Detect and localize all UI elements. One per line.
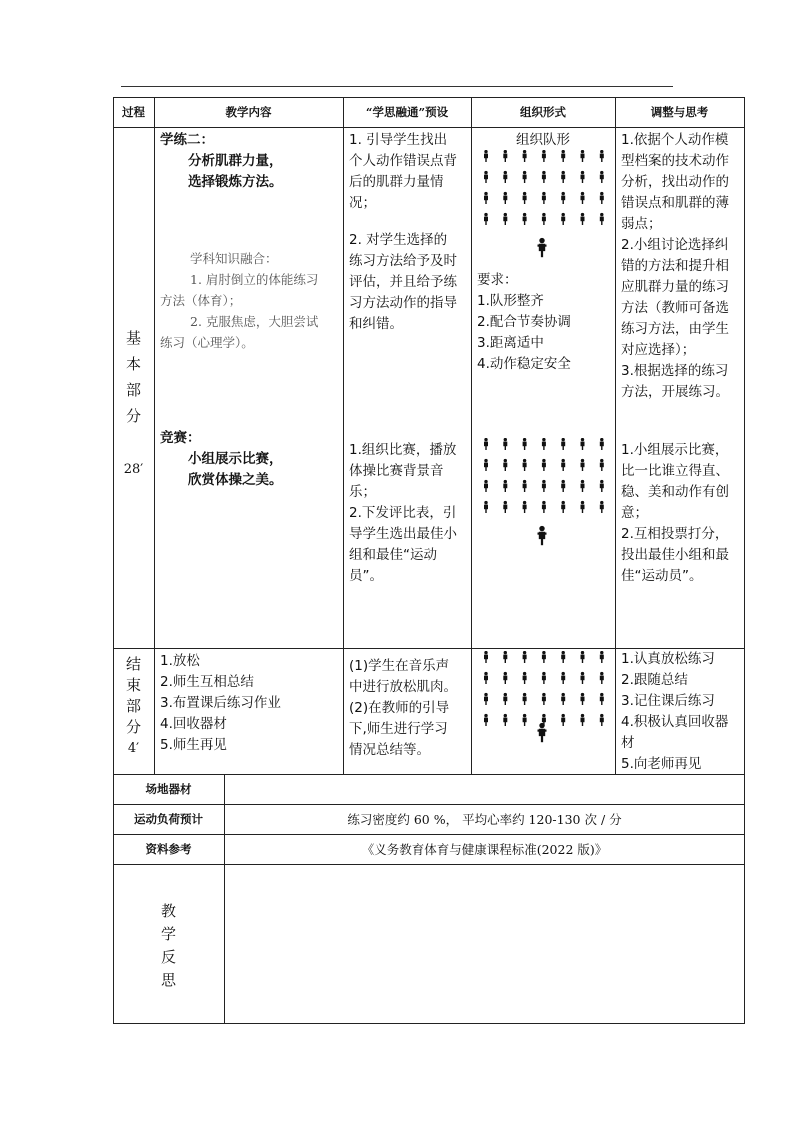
student-figure-icon [523, 213, 527, 225]
student-figure-icon [503, 150, 507, 162]
jingsai-line: 欣赏体操之美。 [188, 472, 283, 488]
adjust-line: 应肌群力量的练习 [621, 279, 729, 295]
ending-content-line: 1.放松 [160, 653, 200, 669]
adjust-line: 弱点； [621, 216, 662, 232]
student-figure-icon [581, 693, 585, 705]
preset-line: 和纠错。 [349, 316, 403, 332]
page-top-rule [121, 86, 673, 87]
student-figure-icon [581, 459, 585, 471]
student-figure-icon [484, 480, 488, 492]
student-figure-icon [484, 714, 488, 726]
student-figure-icon [542, 672, 546, 684]
xuelian-block [160, 130, 340, 193]
requirements-title: 要求： [477, 272, 518, 288]
student-figure-icon [542, 438, 546, 450]
student-figure-icon [503, 480, 507, 492]
teacher-figure-icon [538, 723, 547, 742]
jingsai-title: 竞赛： [160, 430, 201, 446]
adjust-block-2 [621, 440, 743, 587]
ending-preset-line: (1)学生在音乐声 [349, 658, 450, 674]
ending-adjust-line: 2.跟随总结 [621, 672, 688, 688]
adjust-line: 佳“运动员”。 [621, 568, 703, 584]
preset-block-1 [349, 130, 469, 335]
student-figure-icon [523, 651, 527, 663]
student-figure-icon [542, 192, 546, 204]
student-figure-icon [484, 693, 488, 705]
preset-line: 导学生选出最佳小 [349, 526, 457, 542]
student-figure-icon [600, 693, 604, 705]
student-figure-icon [484, 501, 488, 513]
venue-label: 场地器材 [145, 782, 192, 796]
student-figure-icon [581, 192, 585, 204]
ending-content-block [160, 651, 340, 756]
preset-line: 体操比赛背景音 [349, 463, 444, 479]
student-figure-icon [561, 672, 565, 684]
formation-diagram-3 [471, 651, 615, 751]
student-figure-icon [581, 480, 585, 492]
jingsai-block [160, 428, 340, 491]
requirement-item: 3.距离适中 [477, 335, 544, 351]
teacher-figure-icon [538, 238, 547, 257]
adjust-line: 对应选择）； [621, 342, 696, 358]
adjust-line: 练习方法，由学生 [621, 321, 729, 337]
student-figure-icon [561, 192, 565, 204]
student-figure-icon [600, 150, 604, 162]
student-figure-icon [523, 714, 527, 726]
student-figure-icon [581, 672, 585, 684]
student-figure-icon [503, 714, 507, 726]
student-figure-icon [523, 171, 527, 183]
knowledge-line: 1. 肩肘倒立的体能练习 [190, 272, 319, 287]
student-figure-icon [600, 459, 604, 471]
basic-stage-time: 28′ [123, 462, 144, 477]
preset-line: 评估，并且给予练 [349, 274, 457, 290]
student-figure-icon [561, 150, 565, 162]
preset-line: 练习方法给予及时 [349, 253, 457, 269]
student-figure-icon [503, 693, 507, 705]
ending-stage-label: 结 束 部 分 4′ [113, 654, 154, 759]
ending-adjust-line: 1.认真放松练习 [621, 651, 715, 667]
student-figure-icon [484, 651, 488, 663]
student-figure-icon [542, 480, 546, 492]
student-figure-icon [600, 714, 604, 726]
formation-diagram-1 [471, 150, 615, 265]
ending-adjust-line: 4.积极认真回收器 [621, 714, 729, 730]
ending-content-line: 5.师生再见 [160, 737, 227, 753]
student-figure-icon [503, 171, 507, 183]
student-figure-icon [561, 714, 565, 726]
student-figure-icon [484, 438, 488, 450]
ending-preset-line: 情况总结等。 [349, 742, 430, 758]
student-figure-icon [523, 672, 527, 684]
ending-preset-line: 中进行放松肌肉。 [349, 679, 457, 695]
student-figure-icon [503, 672, 507, 684]
knowledge-title: 学科知识融合： [190, 251, 278, 266]
xuelian-line: 分析肌群力量， [188, 153, 283, 169]
ending-preset-block [349, 656, 469, 761]
student-figure-icon [600, 672, 604, 684]
student-figure-icon [542, 150, 546, 162]
adjust-line: 错的方法和提升相 [621, 258, 729, 274]
student-figure-icon [523, 438, 527, 450]
load-label: 运动负荷预计 [134, 812, 203, 826]
preset-line: 个人动作错误点背 [349, 153, 457, 169]
ending-content-line: 3.布置课后练习作业 [160, 695, 281, 711]
preset-line: 2. 对学生选择的 [349, 232, 448, 248]
student-figure-icon [484, 459, 488, 471]
student-figure-icon [523, 501, 527, 513]
header-preset: “学思融通”预设 [365, 105, 449, 119]
jingsai-line: 小组展示比赛， [188, 451, 283, 467]
student-figure-icon [561, 651, 565, 663]
student-figure-icon [523, 150, 527, 162]
adjust-line: 方法，开展练习。 [621, 384, 729, 400]
adjust-line: 方法（教师可备选 [621, 300, 729, 316]
student-figure-icon [581, 171, 585, 183]
student-figure-icon [503, 501, 507, 513]
ending-content-line: 4.回收器材 [160, 716, 227, 732]
adjust-line: 型档案的技术动作 [621, 153, 729, 169]
ending-adjust-line: 5.向老师再见 [621, 756, 702, 772]
student-figure-icon [484, 192, 488, 204]
adjust-line: 2.小组讨论选择纠 [621, 237, 729, 253]
student-figure-icon [503, 651, 507, 663]
student-figure-icon [523, 693, 527, 705]
student-figure-icon [600, 192, 604, 204]
adjust-line: 意； [621, 505, 648, 521]
student-figure-icon [581, 501, 585, 513]
student-figure-icon [484, 150, 488, 162]
student-figure-icon [581, 651, 585, 663]
preset-spacer [349, 214, 469, 230]
student-figure-icon [503, 192, 507, 204]
student-figure-icon [600, 213, 604, 225]
student-figure-icon [561, 171, 565, 183]
student-figure-icon [600, 501, 604, 513]
header-process: 过程 [122, 105, 145, 119]
preset-line: 后的肌群力量情 [349, 174, 444, 190]
knowledge-line: 练习（心理学）。 [160, 335, 254, 350]
preset-line: 习方法动作的指导 [349, 295, 457, 311]
student-figure-icon [561, 693, 565, 705]
teacher-figure-icon [538, 526, 547, 545]
student-figure-icon [523, 192, 527, 204]
preset-line: 况； [349, 195, 376, 211]
student-figure-icon [581, 213, 585, 225]
ending-adjust-line: 3.记住课后练习 [621, 693, 715, 709]
adjust-line: 比一比谁立得直、 [621, 463, 729, 479]
formation-diagram-2 [471, 438, 615, 553]
preset-line: 组和最佳“运动 [349, 547, 437, 563]
student-figure-icon [542, 651, 546, 663]
adjust-block-1 [621, 130, 743, 403]
ending-adjust-line: 材 [621, 735, 635, 751]
student-figure-icon [561, 501, 565, 513]
student-figure-icon [561, 459, 565, 471]
adjust-line: 稳、美和动作有创 [621, 484, 729, 500]
student-figure-icon [523, 480, 527, 492]
student-figure-icon [484, 672, 488, 684]
student-figure-icon [581, 714, 585, 726]
student-figure-icon [600, 171, 604, 183]
student-figure-icon [542, 693, 546, 705]
student-figure-icon [561, 480, 565, 492]
preset-line: 1.组织比赛，播放 [349, 442, 457, 458]
student-figure-icon [561, 438, 565, 450]
header-content: 教学内容 [225, 105, 272, 119]
ending-preset-line: 下,师生进行学习 [349, 721, 448, 737]
student-figure-icon [503, 459, 507, 471]
student-figure-icon [542, 459, 546, 471]
header-organization: 组织形式 [520, 105, 566, 119]
preset-block-2 [349, 440, 469, 587]
student-figure-icon [503, 213, 507, 225]
preset-line: 1. 引导学生找出 [349, 132, 448, 148]
knowledge-block [160, 248, 340, 353]
student-figure-icon [484, 213, 488, 225]
org-title: 组织队形 [516, 132, 570, 148]
reference-value: 《义务教育体育与健康课程标准(2022 版)》 [361, 842, 608, 857]
xuelian-line: 选择锻炼方法。 [188, 174, 283, 190]
ending-preset-line: (2)在教师的引导 [349, 700, 450, 716]
adjust-line: 投出最佳小组和最 [621, 547, 729, 563]
student-figure-icon [542, 171, 546, 183]
adjust-line: 3.根据选择的练习 [621, 363, 729, 379]
student-figure-icon [581, 150, 585, 162]
ending-content-line: 2.师生互相总结 [160, 674, 254, 690]
student-figure-icon [503, 438, 507, 450]
reflection-area[interactable] [225, 865, 744, 1023]
requirement-item: 1.队形整齐 [477, 293, 544, 309]
requirement-item: 4.动作稳定安全 [477, 356, 571, 372]
student-figure-icon [600, 651, 604, 663]
preset-line: 2.下发评比表，引 [349, 505, 457, 521]
load-value: 练习密度约 60 %， 平均心率约 120-130 次 / 分 [347, 812, 622, 827]
ending-stage-time: 4′ [127, 741, 140, 756]
student-figure-icon [523, 459, 527, 471]
requirement-item: 2.配合节奏协调 [477, 314, 571, 330]
adjust-line: 1.依据个人动作模 [621, 132, 729, 148]
student-figure-icon [484, 171, 488, 183]
adjust-line: 错误点和肌群的薄 [621, 195, 729, 211]
reference-label: 资料参考 [145, 842, 192, 856]
ending-adjust-block [621, 649, 743, 775]
adjust-line: 分析，找出动作的 [621, 174, 729, 190]
knowledge-line: 方法（体育）； [160, 293, 242, 308]
student-figure-icon [542, 213, 546, 225]
adjust-line: 2.互相投票打分， [621, 526, 729, 542]
requirements-block [477, 270, 613, 375]
student-figure-icon [600, 480, 604, 492]
reflection-label: 教 学 反 思 [160, 902, 176, 989]
student-figure-icon [581, 438, 585, 450]
preset-line: 乐； [349, 484, 376, 500]
student-figure-icon [542, 501, 546, 513]
xuelian-title: 学练二： [160, 132, 214, 148]
adjust-line: 1.小组展示比赛， [621, 442, 729, 458]
knowledge-line: 2. 克服焦虑，大胆尝试 [190, 314, 319, 329]
student-figure-icon [561, 213, 565, 225]
student-figure-icon [600, 438, 604, 450]
basic-stage-label: 基 本 部 分 [125, 329, 141, 425]
header-adjustment: 调整与思考 [650, 105, 709, 119]
preset-line: 员”。 [349, 568, 383, 584]
